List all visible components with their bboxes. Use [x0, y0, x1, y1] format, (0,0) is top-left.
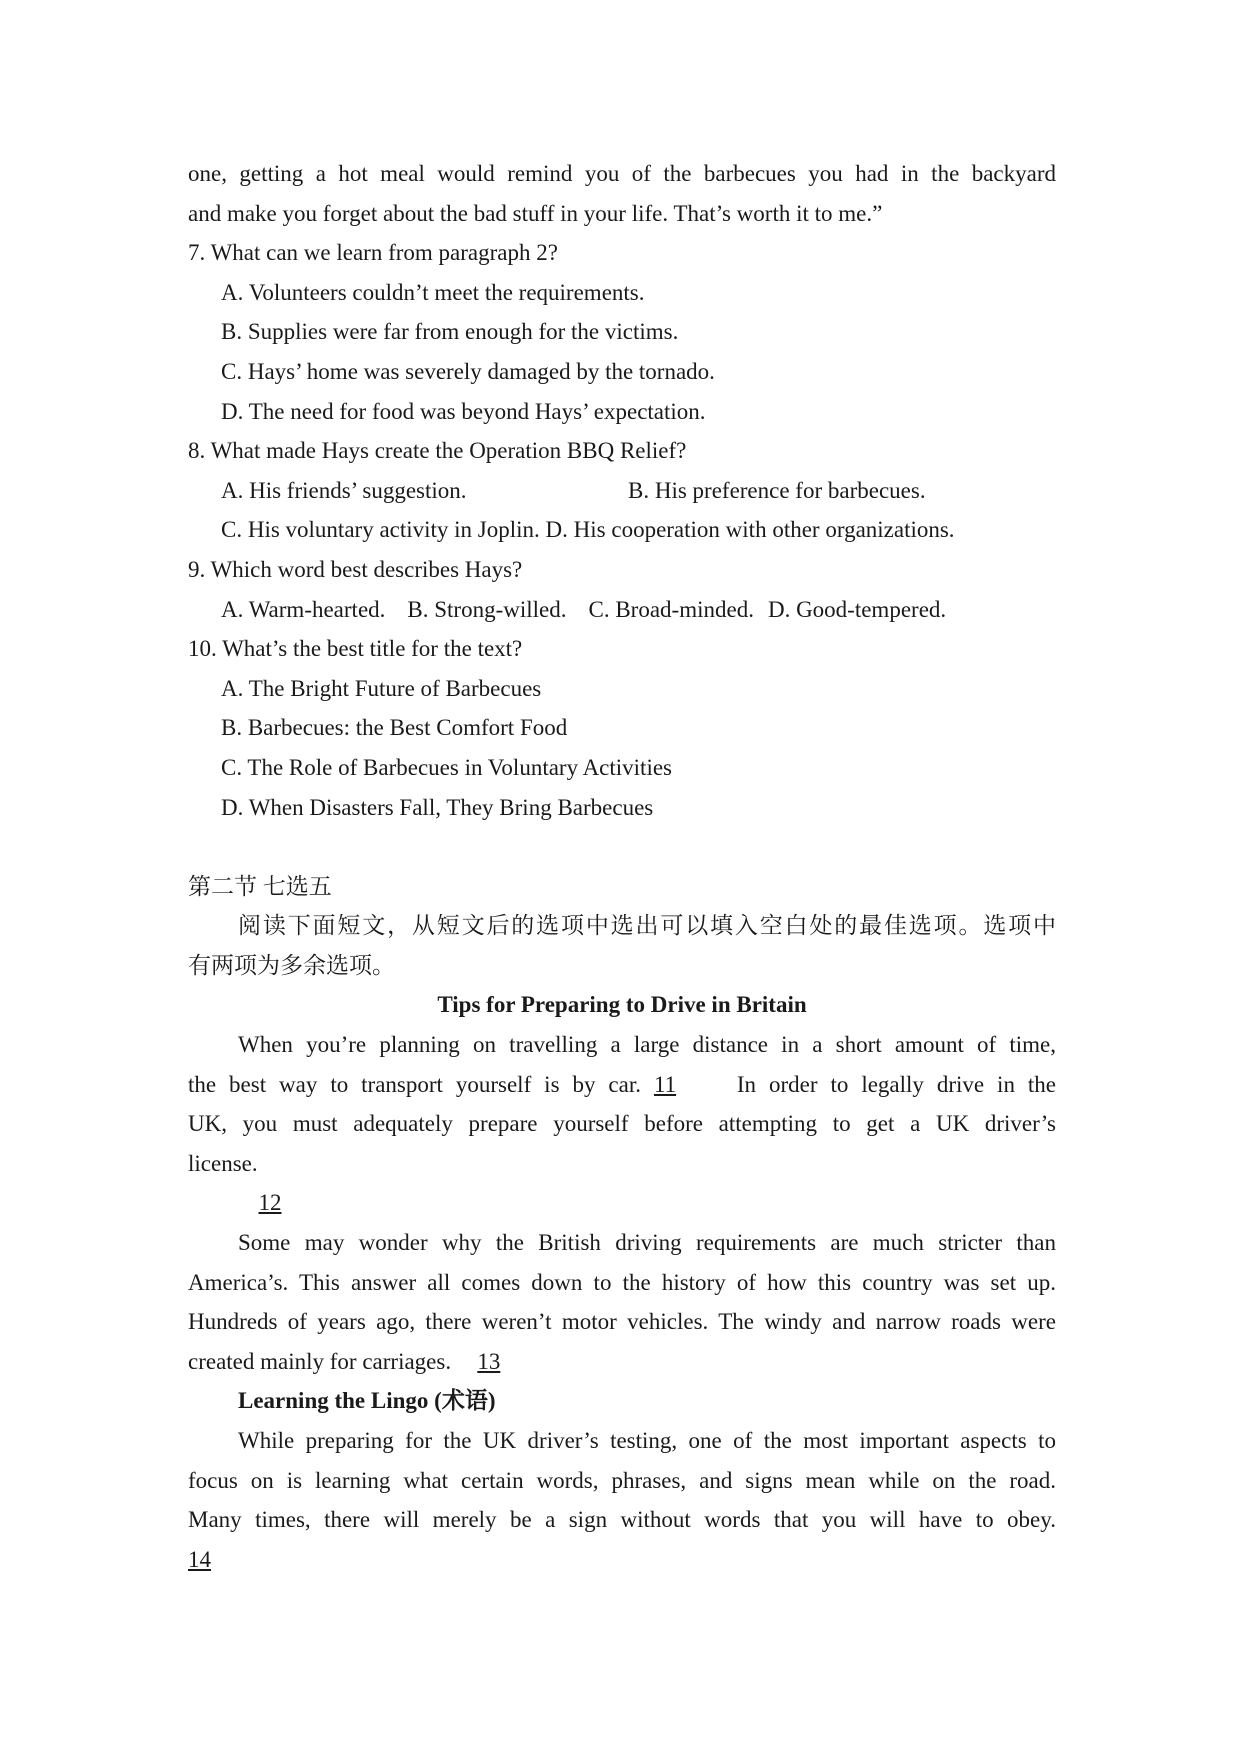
- question-7-stem: 7. What can we learn from paragraph 2?: [188, 240, 558, 266]
- paragraph-2-line: America’s. This answer all comes down to the history of how this country was set up.: [188, 1269, 1056, 1295]
- subheading: Learning the Lingo (术语): [238, 1388, 496, 1414]
- passage-title: Tips for Preparing to Drive in Britain: [437, 992, 807, 1018]
- paragraph-2-line: [188, 1342, 1056, 1382]
- question-8-options-row-1: [188, 471, 1056, 511]
- blank-14: 14: [188, 1546, 211, 1572]
- passage-line: and make you forget about the bad stuff in your life. That’s worth it to me.”: [188, 200, 883, 226]
- paragraph-2-line: Hundreds of years ago, there weren’t motor vehicles. The windy and narrow roads were: [188, 1309, 1056, 1335]
- section-instructions-line: 阅读下面短文，从短文后的选项中选出可以填入空白处的最佳选项。选项中: [238, 913, 1056, 939]
- spacer: [188, 827, 1056, 867]
- blank-12-line: [188, 1183, 1056, 1223]
- question-7-option-c: C. Hays’ home was severely damaged by the tornado.: [221, 358, 715, 384]
- question-8-stem: 8. What made Hays create the Operation BBQ Relief?: [188, 438, 687, 464]
- question-10-option-d: D. When Disasters Fall, They Bring Barbecues: [221, 794, 654, 820]
- paragraph-3-line: While preparing for the UK driver’s testing, one of the most important aspects to: [238, 1428, 1056, 1453]
- question-7-option-b: B. Supplies were far from enough for the victims.: [221, 319, 679, 345]
- question-8-option-d: D. His cooperation with other organizations.: [545, 517, 955, 543]
- question-10-option-b: B. Barbecues: the Best Comfort Food: [221, 715, 568, 741]
- question-9-options-row: [188, 590, 1056, 630]
- question-10-option-c: C. The Role of Barbecues in Voluntary Activities: [221, 754, 672, 780]
- question-8-option-c: C. His voluntary activity in Joplin.: [221, 517, 540, 543]
- question-7-option-a: A. Volunteers couldn’t meet the requirements.: [221, 279, 645, 305]
- question-9-stem: 9. Which word best describes Hays?: [188, 556, 523, 582]
- paragraph-3-line: focus on is learning what certain words, phrases, and signs mean while on the road.: [188, 1467, 1056, 1493]
- paragraph-1-text: In order to legally drive in the: [736, 1071, 1056, 1097]
- paragraph-2-line: Some may wonder why the British driving requirements are much stricter than: [238, 1230, 1056, 1256]
- blank-12: 12: [258, 1190, 282, 1216]
- question-10-option-a: A. The Bright Future of Barbecues: [221, 675, 542, 701]
- blank-11: 11: [653, 1071, 677, 1097]
- paragraph-1-text: the best way to transport yourself is by car.: [188, 1071, 641, 1097]
- question-9-option-c: C. Broad-minded.: [588, 596, 754, 622]
- paragraph-1-line: license.: [188, 1150, 258, 1176]
- paragraph-1-line: UK, you must adequately prepare yourself before attempting to get a UK driver’s: [188, 1111, 1056, 1137]
- question-9-option-b: B. Strong-willed.: [407, 596, 567, 622]
- paragraph-1-line: When you’re planning on travelling a large distance in a short amount of time,: [238, 1032, 1056, 1058]
- paragraph-2-text: created mainly for carriages.: [188, 1348, 452, 1374]
- section-heading: 第二节 七选五: [188, 873, 332, 899]
- question-8-options-row-2: [188, 510, 1056, 550]
- blank-14-line: [188, 1540, 1056, 1580]
- question-10-stem: 10. What’s the best title for the text?: [188, 636, 523, 662]
- paragraph-1-line: [188, 1065, 1056, 1105]
- section-instructions-line: 有两项为多余选项。: [188, 952, 395, 978]
- passage-line: one, getting a hot meal would remind you of the barbecues you had in the backyard: [188, 161, 1056, 186]
- question-9-option-d: D. Good-tempered.: [767, 596, 947, 622]
- question-7-option-d: D. The need for food was beyond Hays’ expectation.: [221, 398, 706, 424]
- paragraph-3-line: Many times, there will merely be a sign without words that you will have to obey.: [188, 1507, 1056, 1533]
- question-9-option-a: A. Warm-hearted.: [221, 596, 386, 622]
- question-8-option-a: A. His friends’ suggestion.: [221, 477, 467, 503]
- blank-13: 13: [477, 1348, 501, 1374]
- exam-page: [188, 154, 1056, 1579]
- question-8-option-b: B. His preference for barbecues.: [628, 477, 926, 503]
